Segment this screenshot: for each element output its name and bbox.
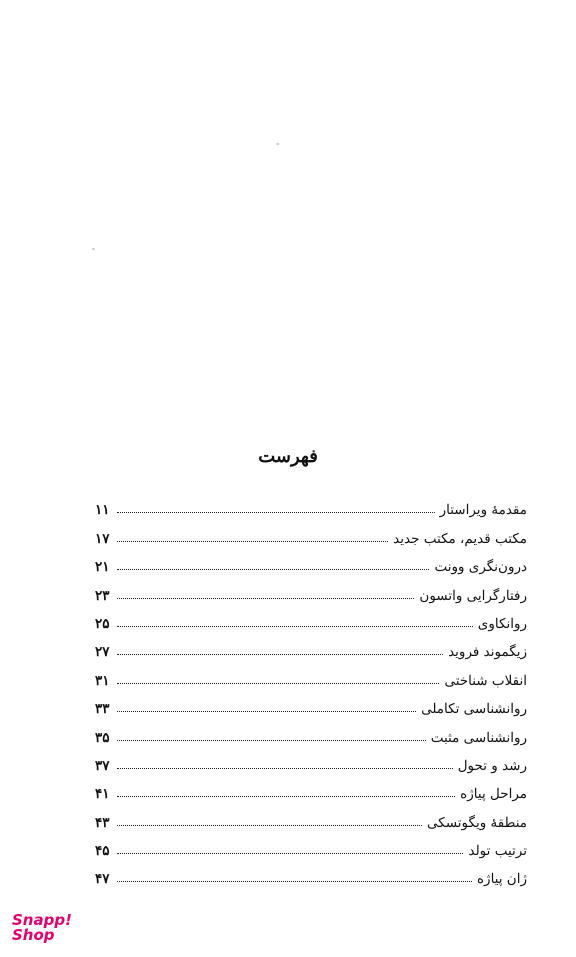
toc-entry[interactable] bbox=[95, 547, 527, 575]
toc-entry-label: مکتب قدیم، مکتب جدید bbox=[393, 530, 527, 547]
dot-leader bbox=[117, 511, 435, 513]
dot-leader bbox=[117, 880, 472, 882]
toc-entry-label: مقدمهٔ ویراستار bbox=[439, 502, 527, 519]
toc-entry[interactable] bbox=[95, 689, 527, 717]
table-of-contents bbox=[95, 490, 527, 887]
dot-leader bbox=[117, 795, 455, 797]
toc-entry-page: ۱۷ bbox=[95, 530, 110, 547]
dot-leader bbox=[117, 625, 473, 627]
dot-leader bbox=[117, 824, 422, 826]
toc-entry-page: ۲۷ bbox=[95, 644, 110, 661]
dot-leader bbox=[117, 568, 429, 570]
toc-entry-page: ۳۷ bbox=[95, 757, 110, 774]
toc-entry-label: انقلاب شناختی bbox=[444, 672, 527, 689]
toc-entry-page: ۴۵ bbox=[95, 843, 110, 860]
toc-entry[interactable] bbox=[95, 490, 527, 518]
toc-entry[interactable] bbox=[95, 717, 527, 745]
toc-entry-page: ۴۳ bbox=[95, 814, 110, 831]
toc-entry[interactable] bbox=[95, 660, 527, 688]
toc-entry-label: روانشناسی مثبت bbox=[430, 729, 527, 746]
toc-entry-page: ۲۳ bbox=[95, 587, 110, 604]
toc-entry-page: ۴۱ bbox=[95, 786, 110, 803]
dot-leader bbox=[117, 597, 414, 599]
toc-entry-label: زیگموند فروید bbox=[448, 644, 527, 661]
dot-leader bbox=[117, 540, 388, 542]
toc-entry[interactable] bbox=[95, 632, 527, 660]
paper-speck bbox=[92, 248, 95, 250]
toc-entry[interactable] bbox=[95, 746, 527, 774]
logo-line-2: Shop bbox=[12, 926, 55, 944]
toc-entry-label: درون‌نگری وونت bbox=[434, 559, 527, 576]
toc-entry[interactable] bbox=[95, 774, 527, 802]
toc-entry-label: رفتارگرایی واتسون bbox=[419, 587, 527, 604]
toc-entry-label: مراحل پیاژه bbox=[460, 786, 527, 803]
toc-entry-label: رشد و تحول bbox=[457, 757, 527, 774]
toc-entry-page: ۳۱ bbox=[95, 672, 110, 689]
toc-title: فهرست bbox=[258, 446, 318, 467]
toc-entry[interactable] bbox=[95, 575, 527, 603]
toc-entry[interactable] bbox=[95, 518, 527, 546]
toc-entry-page: ۲۱ bbox=[95, 559, 110, 576]
toc-entry-page: ۴۷ bbox=[95, 871, 110, 888]
toc-entry-page: ۳۳ bbox=[95, 701, 110, 718]
toc-entry[interactable] bbox=[95, 859, 527, 887]
dot-leader bbox=[117, 852, 463, 854]
dot-leader bbox=[117, 682, 439, 684]
toc-entry-label: روانکاوی bbox=[477, 615, 527, 632]
toc-entry-label: روانشناسی تکاملی bbox=[421, 701, 527, 718]
dot-leader bbox=[117, 739, 426, 741]
dot-leader bbox=[117, 767, 453, 769]
dot-leader bbox=[117, 653, 443, 655]
toc-entry-label: ژان پیاژه bbox=[476, 871, 527, 888]
toc-entry[interactable] bbox=[95, 604, 527, 632]
dot-leader bbox=[117, 710, 416, 712]
toc-entry[interactable] bbox=[95, 802, 527, 830]
toc-entry-label: ترتیب تولد bbox=[468, 843, 527, 860]
paper-speck bbox=[276, 143, 279, 145]
toc-entry-label: منطقهٔ ویگوتسکی bbox=[427, 814, 527, 831]
toc-entry-page: ۱۱ bbox=[95, 502, 110, 519]
toc-entry-page: ۳۵ bbox=[95, 729, 110, 746]
toc-entry[interactable] bbox=[95, 831, 527, 859]
toc-entry-page: ۲۵ bbox=[95, 615, 110, 632]
logo-line-1: Snapp! bbox=[12, 911, 72, 929]
snappshop-logo bbox=[12, 913, 72, 943]
